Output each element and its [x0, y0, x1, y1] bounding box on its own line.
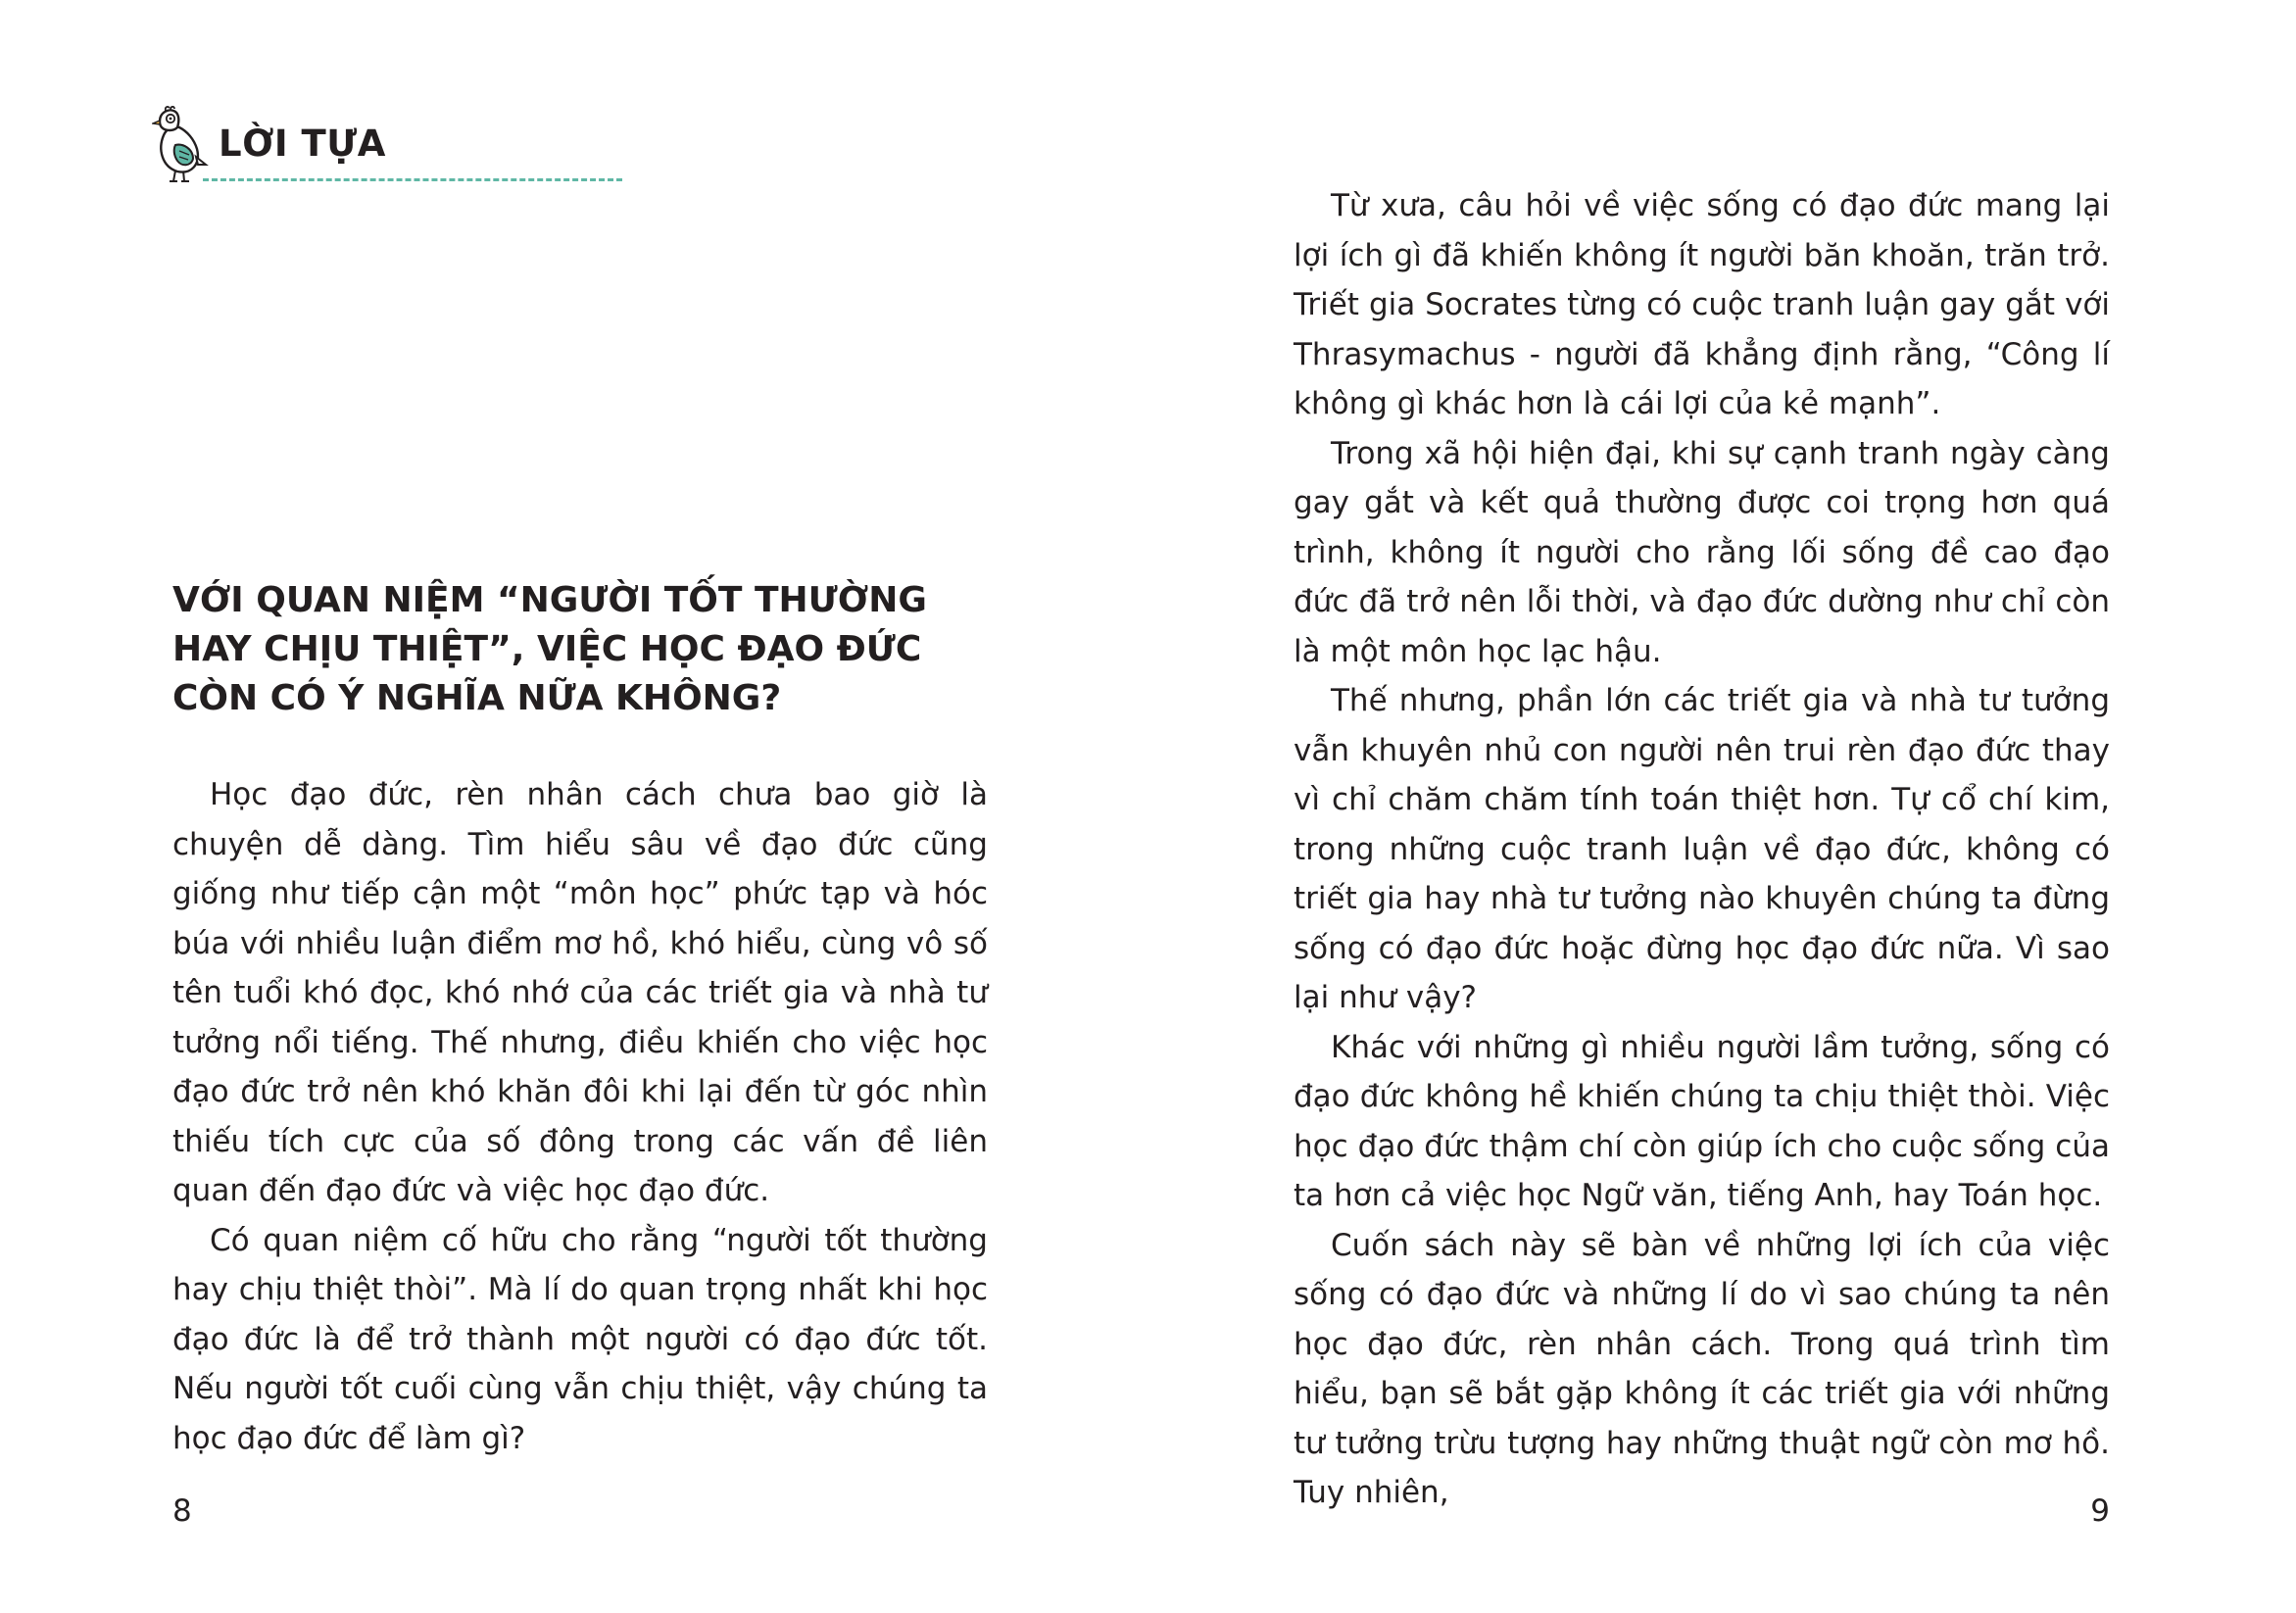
left-body-text [172, 770, 988, 1463]
paragraph: Từ xưa, câu hỏi về việc sống có đạo đức mang lại lợi ích gì đã khiến không ít người băn khoăn, trăn trở. Triết gia Socrates từng có cuộc tranh luận gay gắt với Thrasymachus - người đã khẳng định rằng, “Công lí không gì khác hơn là cái lợi của kẻ mạnh”. [1294, 188, 2110, 421]
paragraph: Thế nhưng, phần lớn các triết gia và nhà tư tưởng vẫn khuyên nhủ con người nên trui rèn đạo đức thay vì chỉ chăm chăm tính toán thiệt hơn. Tự cổ chí kim, trong những cuộc tranh luận về đạo đức, không có triết gia hay nhà tư tưởng nào khuyên chúng ta đừng sống có đạo đức hoặc đừng học đạo đức nữa. Vì sao lại như vậy? [1294, 683, 2110, 1015]
page-number: 9 [2090, 1493, 2110, 1529]
paragraph: Có quan niệm cố hữu cho rằng “người tốt thường hay chịu thiệt thòi”. Mà lí do quan trọng nhất khi học đạo đức là để trở thành một người có đạo đức tốt. Nếu người tốt cuối cùng vẫn chịu thiệt, vậy chúng ta học đạo đức để làm gì? [172, 1222, 988, 1456]
section-underline [203, 178, 622, 181]
right-page [1148, 0, 2296, 1613]
paragraph: Học đạo đức, rèn nhân cách chưa bao giờ là chuyện dễ dàng. Tìm hiểu sâu về đạo đức cũng giống như tiếp cận một “môn học” phức tạp và hóc búa với nhiều luận điểm mơ hồ, khó hiểu, cùng vô số tên tuổi khó đọc, khó nhớ của các triết gia và nhà tư tưởng nổi tiếng. Thế nhưng, điều khiến cho việc học đạo đức trở nên khó khăn đôi khi lại đến từ góc nhìn thiếu tích cực của số đông trong các vấn đề liên quan đến đạo đức và việc học đạo đức. [172, 777, 988, 1208]
paragraph: Cuốn sách này sẽ bàn về những lợi ích của việc sống có đạo đức và những lí do vì sao chúng ta nên học đạo đức, rèn nhân cách. Trong quá trình tìm hiểu, bạn sẽ bắt gặp không ít các triết gia với những tư tưởng trừu tượng hay những thuật ngữ còn mơ hồ. Tuy nhiên, [1294, 1227, 2110, 1510]
page-number: 8 [172, 1493, 192, 1529]
paragraph: Trong xã hội hiện đại, khi sự cạnh tranh ngày càng gay gắt và kết quả thường được coi trọng hơn quá trình, không ít người cho rằng lối sống đề cao đạo đức đã trở nên lỗi thời, và đạo đức dường như chỉ còn là một môn học lạc hậu. [1294, 435, 2110, 669]
right-body-text [1294, 181, 2110, 1518]
bird-icon [152, 106, 213, 184]
section-title: LỜI TỰA [219, 122, 386, 165]
paragraph: Khác với những gì nhiều người lầm tưởng, sống có đạo đức không hề khiến chúng ta chịu thiệt thòi. Việc học đạo đức thậm chí còn giúp ích cho cuộc sống của ta hơn cả việc học Ngữ văn, tiếng Anh, hay Toán học. [1294, 1029, 2110, 1213]
section-header [152, 104, 475, 184]
question-heading: VỚI QUAN NIỆM “NGƯỜI TỐT THƯỜNG HAY CHỊU THIỆT”, VIỆC HỌC ĐẠO ĐỨC CÒN CÓ Ý NGHĨA NỮA KHÔNG? [172, 580, 927, 718]
